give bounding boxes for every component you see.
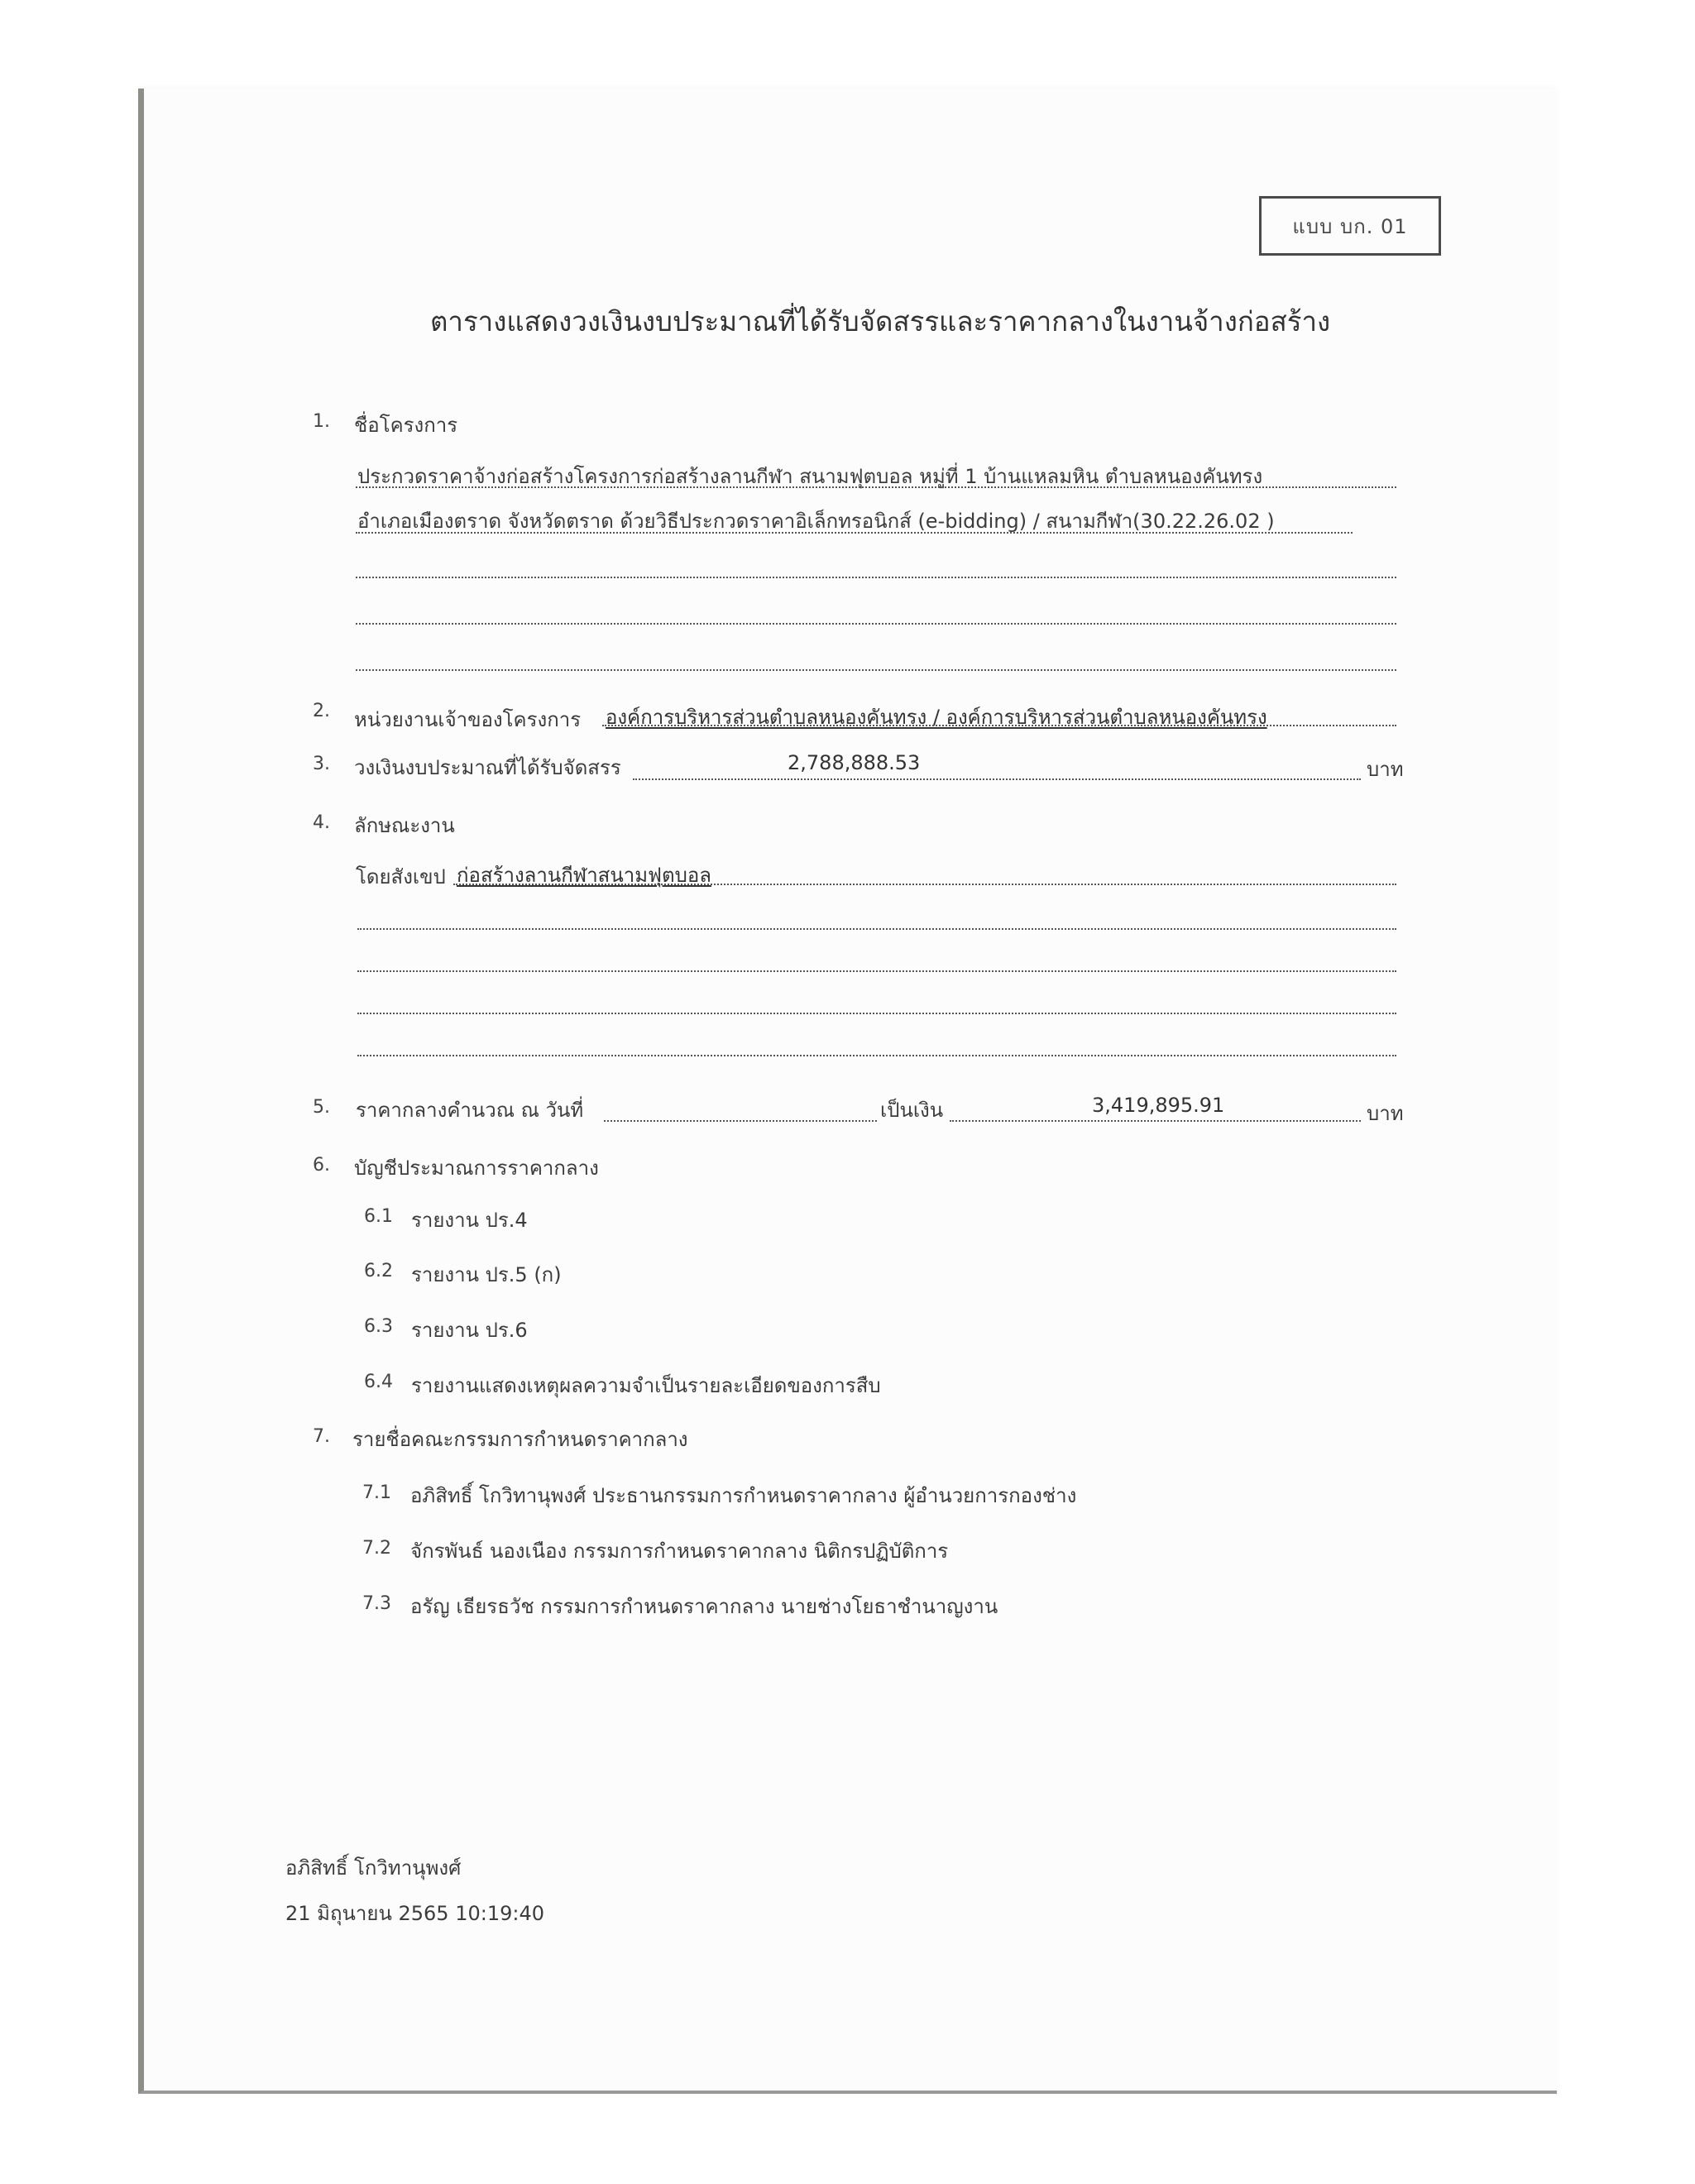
document-page: [138, 89, 1557, 2094]
dotted-line: [633, 778, 1361, 780]
form-code-box: แบบ บก. 01: [1259, 196, 1441, 256]
section-3-label: วงเงินงบประมาณที่ได้รับจัดสรร: [354, 756, 621, 779]
dotted-line: [356, 669, 1396, 671]
section-3-number: 3.: [313, 754, 330, 774]
document-title: ตารางแสดงวงเงินงบประมาณที่ได้รับจัดสรรและราคากลางในงานจ้างก่อสร้าง: [430, 305, 1331, 338]
dotted-line: [357, 1013, 1396, 1014]
section-4-label: ลักษณะงาน: [354, 814, 455, 837]
section-1-label: ชื่อโครงการ: [354, 414, 458, 437]
footer-name: อภิสิทธิ์ โกวิทานุพงศ์: [285, 1856, 462, 1880]
committee-member: อภิสิทธิ์ โกวิทานุพงศ์ ประธานกรรมการกำหนดราคากลาง ผู้อำนวยการกองช่าง: [410, 1484, 1077, 1507]
section-5-label: ราคากลางคำนวณ ณ วันที่: [356, 1099, 584, 1122]
section-4-number: 4.: [313, 812, 330, 833]
section-7-label: รายชื่อคณะกรรมการกำหนดราคากลาง: [352, 1428, 688, 1451]
item-number: 6.3: [364, 1316, 393, 1337]
item-number: 6.2: [364, 1261, 393, 1281]
item-number: 6.4: [364, 1372, 393, 1392]
dotted-line: [602, 725, 1396, 726]
dotted-line: [356, 577, 1396, 578]
footer-timestamp: 21 มิถุนายน 2565 10:19:40: [285, 1902, 544, 1925]
amount-label: เป็นเงิน: [880, 1099, 944, 1122]
committee-member: จักรพันธ์ นองเนือง กรรมการกำหนดราคากลาง นิติกรปฏิบัติการ: [410, 1540, 949, 1563]
median-price-unit: บาท: [1367, 1102, 1404, 1125]
dotted-line: [357, 928, 1396, 930]
section-6-label: บัญชีประมาณการราคากลาง: [354, 1157, 599, 1180]
section-1-number: 1.: [313, 411, 330, 432]
list-item: รายงานแสดงเหตุผลความจำเป็นรายละเอียดของการสืบ: [411, 1374, 881, 1397]
date-dotted-line: [604, 1120, 877, 1122]
section-6-number: 6.: [313, 1155, 330, 1176]
work-summary-value: ก่อสร้างลานกีฬาสนามฟุตบอล: [457, 864, 711, 887]
dotted-line: [356, 486, 1396, 488]
list-item: รายงาน ปร.5 (ก): [411, 1263, 562, 1286]
item-number: 7.3: [362, 1593, 391, 1614]
project-name-line-2: อำเภอเมืองตราด จังหวัดตราด ด้วยวิธีประกวดราคาอิเล็กทรอนิกส์ (e-bidding) / สนามกีฬา(30.22.26.02 ): [357, 510, 1275, 533]
item-number: 6.1: [364, 1206, 393, 1227]
section-2-number: 2.: [313, 701, 330, 721]
item-number: 7.2: [362, 1538, 391, 1559]
section-2-label: หน่วยงานเจ้าของโครงการ: [354, 708, 582, 731]
dotted-line: [357, 1055, 1396, 1056]
project-owner-value: องค์การบริหารส่วนตำบลหนองคันทรง / องค์การบริหารส่วนตำบลหนองคันทรง: [606, 706, 1267, 729]
dotted-line: [950, 1120, 1361, 1122]
section-7-number: 7.: [313, 1426, 330, 1447]
dotted-line: [356, 623, 1396, 625]
budget-unit: บาท: [1367, 758, 1404, 781]
dotted-line: [356, 532, 1353, 534]
committee-member: อรัญ เธียรธวัช กรรมการกำหนดราคากลาง นายช่างโยธาชำนาญงาน: [410, 1595, 998, 1618]
dotted-line: [453, 884, 1396, 885]
list-item: รายงาน ปร.4: [411, 1209, 528, 1232]
median-price-value: 3,419,895.91: [1092, 1094, 1225, 1117]
section-5-number: 5.: [313, 1097, 330, 1118]
item-number: 7.1: [362, 1482, 391, 1503]
project-name-line-1: ประกวดราคาจ้างก่อสร้างโครงการก่อสร้างลานกีฬา สนามฟุตบอล หมู่ที่ 1 บ้านแหลมหิน ตำบลหนองคันทรง: [357, 465, 1263, 488]
dotted-line: [357, 970, 1396, 972]
list-item: รายงาน ปร.6: [411, 1319, 528, 1342]
budget-value: 2,788,888.53: [788, 751, 921, 774]
summary-label: โดยสังเขป: [356, 865, 446, 888]
